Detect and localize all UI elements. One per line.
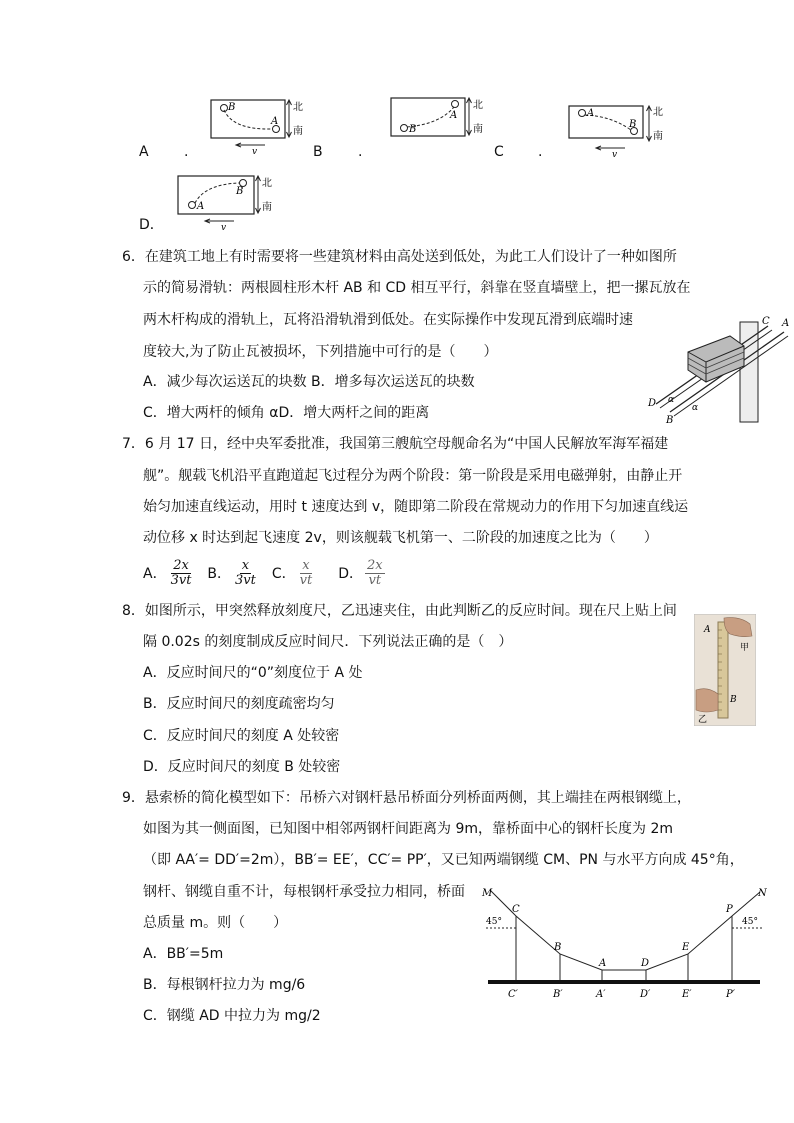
svg-text:B: B	[730, 695, 737, 705]
q7-option-d: D． $\frac{2x}{vt}$	[338, 557, 383, 588]
q5-option-a-label: A	[139, 144, 149, 160]
south-label: 南	[473, 124, 483, 135]
q6-line-2: 示的简易滑轨：两根圆柱形木杆 AB 和 CD 相互平行，斜靠在竖直墙壁上，把一摞瓦放在	[143, 280, 691, 296]
svg-text:45°: 45°	[742, 917, 758, 927]
q7-option-b: B． $\frac{x}{3vt}$	[207, 557, 256, 588]
svg-text:C: C	[512, 904, 520, 915]
label-a: A	[587, 108, 595, 119]
tile-stack	[688, 336, 744, 382]
label-b: B	[629, 119, 637, 130]
svg-text:α: α	[692, 403, 699, 413]
q6-line-4: 度较大,为了防止瓦被损坏，下列措施中可行的是（ ）	[143, 344, 498, 360]
velocity-label: v	[252, 147, 258, 156]
trajectory	[195, 183, 240, 203]
south-label: 南	[262, 202, 272, 213]
svg-text:C′: C′	[508, 989, 518, 1000]
q5-diagram-d	[172, 172, 282, 232]
label-a: A	[197, 201, 205, 212]
q6-option-cd: C．增大两杆的倾角 αD．增大两杆之间的距离	[143, 405, 430, 421]
q9-line-5: 总质量 m。则（ ）	[143, 915, 288, 931]
q9-line-3: （即 AA′= DD′=2m），BB′= EE′，CC′= PP′，又已知两端钢缆 CM、PN 与水平方向成 45°角，	[143, 852, 744, 868]
q9-option-a: A．BB′=5m	[143, 946, 224, 962]
svg-text:M: M	[482, 888, 493, 899]
q8-line-1: 8．如图所示，甲突然释放刻度尺，乙迅速夹住，由此判断乙的反应时间。现在尺上贴上间	[122, 603, 677, 619]
q8-line-2: 隔 0.02s 的刻度制成反应时间尺．下列说法正确的是（ ）	[143, 634, 513, 650]
q6-line-1: 6．在建筑工地上有时需要将一些建筑材料由高处送到低处，为此工人们设计了一种如图所	[122, 249, 677, 265]
south-label: 南	[293, 126, 303, 137]
q6-option-ab: A．减少每次运送瓦的块数 B．增多每次运送瓦的块数	[143, 374, 475, 390]
svg-text:E: E	[682, 942, 690, 953]
q8-option-b: B．反应时间尺的刻度疏密均匀	[143, 696, 335, 712]
q9-suspension-bridge-figure	[478, 884, 768, 1000]
q5-option-c-label: C	[494, 144, 504, 160]
bridge-deck	[488, 980, 760, 984]
q7-line-2: 舰”。舰载飞机沿平直跑道起飞过程分为两个阶段：第一阶段是采用电磁弹射，由静止开	[143, 468, 683, 484]
svg-text:D: D	[648, 398, 657, 409]
q5-option-c-dot: .	[538, 144, 543, 160]
svg-text:A: A	[782, 318, 790, 329]
q6-slide-rail-figure	[644, 312, 792, 424]
svg-text:α: α	[668, 395, 675, 405]
label-a: A	[271, 116, 279, 127]
svg-text:A′: A′	[596, 989, 606, 1000]
q9-option-b: B．每根钢杆拉力为 mg/6	[143, 977, 306, 993]
q5-diagram-b	[385, 94, 495, 154]
svg-text:B′: B′	[553, 989, 563, 1000]
svg-text:D′: D′	[640, 989, 651, 1000]
q8-ruler-photo	[694, 614, 756, 726]
q5-diagram-a	[205, 96, 315, 156]
point-b-circle	[401, 125, 408, 132]
label-a: A	[450, 110, 458, 121]
label-b: B	[409, 124, 417, 135]
hand-yi	[696, 689, 718, 712]
svg-text:乙: 乙	[698, 715, 708, 725]
q5-option-diagrams	[0, 0, 794, 240]
point-a-circle	[452, 101, 459, 108]
q8-option-a: A．反应时间尺的“0”刻度位于 A 处	[143, 665, 363, 681]
velocity-label: v	[612, 150, 618, 160]
svg-text:A: A	[599, 958, 607, 969]
q9-option-c: C．钢缆 AD 中拉力为 mg/2	[143, 1008, 321, 1024]
q9-line-2: 如图为其一侧面图，已知图中相邻两钢杆间距离为 9m，靠桥面中心的钢杆长度为 2m	[143, 821, 673, 837]
point-a-circle	[579, 110, 586, 117]
velocity-label: v	[221, 223, 227, 232]
q7-option-c: C． $\frac{x}{vt}$	[271, 557, 313, 588]
q7-options	[143, 553, 387, 593]
north-label: 北	[262, 178, 272, 189]
label-b: B	[236, 186, 244, 197]
main-cable	[490, 890, 760, 970]
svg-text:P: P	[726, 904, 733, 915]
label-b: B	[228, 102, 236, 113]
svg-text:A: A	[704, 625, 711, 635]
q7-option-a: A． $\frac{2x}{3vt}$	[143, 557, 192, 588]
north-label: 北	[293, 102, 303, 113]
q5-option-a-dot: .	[184, 144, 189, 160]
q5-diagram-c	[563, 102, 673, 162]
svg-text:B: B	[554, 942, 562, 953]
svg-text:D: D	[641, 958, 650, 969]
svg-text:P′: P′	[726, 989, 735, 1000]
q7-line-1: 7．6 月 17 日，经中央军委批准，我国第三艘航空母舰命名为“中国人民解放军海军福建	[122, 436, 669, 452]
svg-text:B: B	[666, 415, 674, 424]
q7-line-3: 始匀加速直线运动，用时 t 速度达到 v，随即第二阶段在常规动力的作用下匀加速直线运	[143, 499, 689, 515]
svg-text:甲: 甲	[740, 643, 750, 653]
south-label: 南	[653, 131, 663, 142]
svg-text:C: C	[762, 316, 770, 327]
svg-text:45°: 45°	[486, 917, 502, 927]
q9-line-4: 钢杆、钢缆自重不计，每根钢杆承受拉力相同，桥面	[143, 884, 465, 900]
svg-text:E′: E′	[682, 989, 692, 1000]
q5-option-b-label: B	[313, 144, 323, 160]
q6-line-3: 两木杆构成的滑轨上，瓦将沿滑轨滑到低处。在实际操作中发现瓦滑到底端时速	[143, 312, 633, 328]
svg-text:N: N	[758, 888, 767, 899]
q5-option-b-dot: .	[358, 144, 363, 160]
q9-line-1: 9．悬索桥的简化模型如下：吊桥六对钢杆悬吊桥面分列桥面两侧，其上端挂在两根钢缆上，	[122, 790, 691, 806]
north-label: 北	[653, 107, 663, 118]
north-label: 北	[473, 100, 483, 111]
q8-option-c: C．反应时间尺的刻度 A 处较密	[143, 728, 340, 744]
q5-option-d-label: D．	[139, 217, 164, 233]
q7-line-4: 动位移 x 时达到起飞速度 2v，则该舰载飞机第一、二阶段的加速度之比为（ ）	[143, 530, 658, 546]
wall	[740, 322, 758, 422]
point-a-circle	[189, 202, 196, 209]
q8-option-d: D．反应时间尺的刻度 B 处较密	[143, 759, 341, 775]
